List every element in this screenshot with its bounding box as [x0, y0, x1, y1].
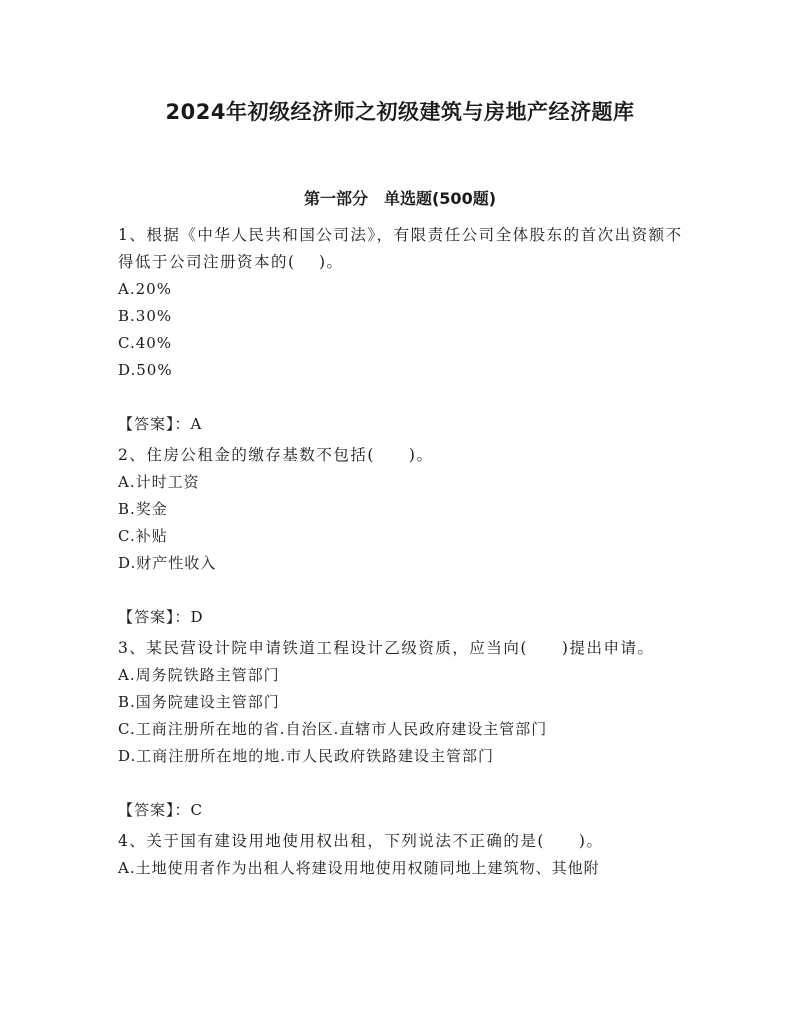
question-3 — [118, 635, 688, 824]
question-text: 1、根据《中华人民共和国公司法》，有限责任公司全体股东的首次出资额不得低于公司注册资本的( )。 — [118, 226, 683, 271]
question-text: 3、某民营设计院申请铁道工程设计乙级资质，应当向( )提出申请。 — [118, 639, 655, 657]
option-c: C.40% — [118, 334, 173, 352]
document-title: 2024年初级经济师之初级建筑与房地产经济题库 — [165, 100, 635, 124]
option-d: D.财产性收入 — [118, 554, 217, 572]
option-b: B.30% — [118, 307, 173, 325]
option-a: A.20% — [118, 280, 172, 298]
option-b: B.国务院建设主管部门 — [118, 693, 280, 711]
option-c: C.补贴 — [118, 527, 168, 545]
question-text: 4、关于国有建设用地使用权出租，下列说法不正确的是( )。 — [118, 832, 604, 850]
question-list — [118, 222, 688, 882]
option-b: B.奖金 — [118, 500, 168, 518]
answer-label: 【答案】：D — [118, 608, 204, 626]
question-text: 2、住房公租金的缴存基数不包括( )。 — [118, 446, 434, 464]
option-c: C.工商注册所在地的省.自治区.直辖市人民政府建设主管部门 — [118, 720, 548, 738]
option-a: A.计时工资 — [118, 473, 200, 491]
option-d: D.50% — [118, 361, 173, 379]
answer-label: 【答案】：C — [118, 801, 203, 819]
question-4 — [118, 828, 688, 882]
question-2 — [118, 442, 688, 631]
option-a: A.周务院铁路主管部门 — [118, 666, 280, 684]
option-d: D.工商注册所在地的地.市人民政府铁路建设主管部门 — [118, 747, 495, 765]
section-title: 第一部分 单选题(500题) — [303, 189, 497, 208]
option-a: A.土地使用者作为出租人将建设用地使用权随同地上建筑物、其他附 — [118, 859, 600, 877]
question-1 — [118, 222, 688, 438]
answer-label: 【答案】：A — [118, 415, 203, 433]
